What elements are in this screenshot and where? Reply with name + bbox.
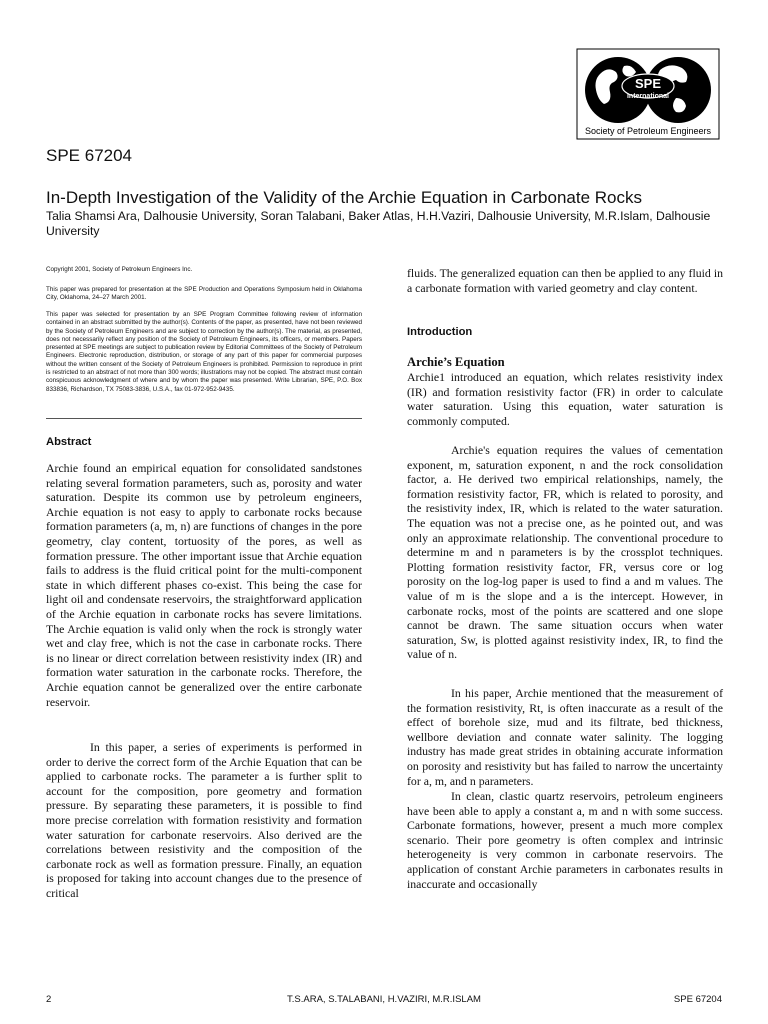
paper-title: In-Depth Investigation of the Validity of the Archie Equation in Carbonate Rocks [46, 188, 642, 207]
paper-number: SPE 67204 [46, 146, 133, 165]
introduction-heading: Introduction [407, 326, 473, 338]
archie-equation-subheading: Archie’s Equation [407, 355, 505, 369]
abstract-continuation: fluids. The generalized equation can then be applied to any fluid in a carbonate formation with varied geometry and clay content. [407, 266, 723, 295]
introduction-paragraph-2: Archie's equation requires the values of cementation exponent, m, saturation exponent, n and the rock consolidation factor, a. He derived two empirical relationships, namely, the formation resistivity factor, FR, which is related to porosity, and the resistivity index, IR, which is related to the water saturation. The equation was not a precise one, as he pointed out, and was only an approximate relationship. The conventional procedure to determine m and n parameters is by the crossplot techniques. Plotting formation resistivity factor, FR, versus core or log porosity on the log-log paper is used to find a and m values. The value of m is the slope and a is the intercept. However, in carbonate rocks, most of the points are scattered and one slope cannot be drawn. The same situation occurs when water saturation, Sw, is plotted against resistivity index, IR, to find the value of n. [407, 443, 723, 662]
introduction-paragraph-1: Archie1 introduced an equation, which relates resistivity index (IR) and formation resistivity factor (FR) in order to calculate water saturation. Using this equation, water saturation is commonly computed. [407, 370, 723, 428]
selection-notice: This paper was selected for presentation by an SPE Program Committee following review of information contained in an abstract submitted by the author(s). Contents of the paper, as presented, have not been reviewed by the Society of Petroleum Engineers and are subject to correction by the author(s). The material, as presented, does not necessarily reflect any position of the Society of Petroleum Engineers, its officers, or members. Papers presented at SPE meetings are subject to publication review by Editorial Committees of the Society of Petroleum Engineers. Electronic reproduction, distribution, or storage of any part of this paper for commercial purposes without the written consent of the Society of Petroleum Engineers is prohibited. Permission to reproduce in print is restricted to an abstract of not more than 300 words; illustrations may not be copied. The abstract must contain conspicuous acknowledgment of where and by whom the paper was presented. Write Librarian, SPE, P.O. Box 833836, Richardson, TX 75083-3836, U.S.A., fax 01-972-952-9435. [46, 311, 362, 393]
introduction-paragraph-4: In clean, clastic quartz reservoirs, petroleum engineers have been able to apply a constant a, m and n with some success. Carbonate formations, however, present a much more complex scenario. Their pore geometry is often complex and intrinsic heterogeneity is very common in carbonate reservoirs. The application of constant Archie parameters in carbonates results in inaccurate and occasionally [407, 789, 723, 891]
abstract-paragraph-1: Archie found an empirical equation for consolidated sandstones relating several formation parameters, such as, porosity and water saturation. Despite its common use by petroleum engineers, Archie equation is not easy to apply to carbonate rocks because formation parameters (a, m, n) are functions of changes in the pore geometry, clay content, tortuosity of the pores, as well as formation pressure. The other important issue that Archie equation fails to address is the fluid critical point for the multi-component state in which different phases co-exist. This being the case for light oil and condensate reservoirs, the straightforward application of the Archie equation in carbonate rocks has severe limitations. The Archie equation is valid only when the rock is strongly water wet and clay free, which is not the case in carbonate rocks. There is no linear or direct correlation between resistivity index (IR) and formation water saturation in the carbonate rocks. Therefore, the Archie equation cannot be generalized over the entire carbonate reservoir. [46, 461, 362, 709]
running-authors: T.S.ARA, S.TALABANI, H.VAZIRI, M.R.ISLAM [287, 994, 481, 1005]
introduction-paragraph-3: In his paper, Archie mentioned that the measurement of the formation resistivity, Rt, is often inaccurate as a result of the effect of borehole size, mud and its filtrate, bed thickness, wellbore deviation and connate water salinity. The logging industry has made great strides in obtaining accurate information on porosity and resistivity but has failed to narrow the uncertainty for a, m, and n parameters. [407, 686, 723, 788]
svg-text:International: International [626, 93, 670, 100]
page-number: 2 [46, 994, 52, 1005]
abstract-heading: Abstract [46, 436, 92, 448]
abstract-paragraph-2: In this paper, a series of experiments is performed in order to derive the correct form of the Archie Equation that can be applied to carbonate rocks. The parameter a is further split to account for the composition, pore geometry and formation pressure. By separating these parameters, it is possible to find more precise correlation with formation resistivity and formation water saturation for carbonate reservoirs. Also derived are the correlations between resistivity and the composition of the carbonate rock as well as formation pressure. Finally, an equation is proposed for taking into account changes due to the presence of critical [46, 740, 362, 900]
svg-text:SPE: SPE [634, 76, 662, 91]
footer-paper-number: SPE 67204 [673, 994, 722, 1005]
section-divider [46, 418, 362, 419]
author-list: Talia Shamsi Ara, Dalhousie University, Soran Talabani, Baker Atlas, H.H.Vaziri, Dalhousie University, M.R.Islam, Dalhousie University [46, 209, 711, 238]
copyright-notice: Copyright 2001, Society of Petroleum Engineers Inc. [46, 266, 193, 273]
logo-caption: Society of Petroleum Engineers [584, 126, 712, 136]
presentation-notice: This paper was prepared for presentation at the SPE Production and Operations Symposium held in Oklahoma City, Oklahoma, 24–27 March 2001. [46, 286, 362, 302]
spe-logo [576, 48, 720, 140]
